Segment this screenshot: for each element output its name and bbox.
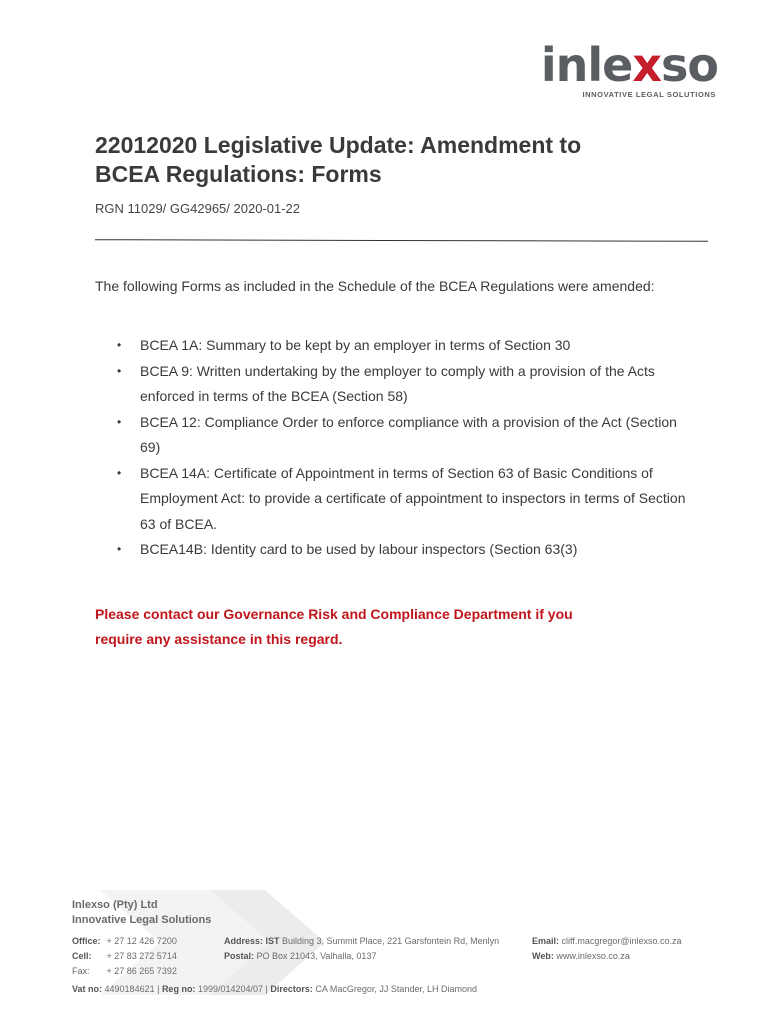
footer-address-column: Address: IST Building 3, Summit Place, 221 Garsfontein Rd, Menlyn Postal: PO Box 21043, Valhalla, 0137 xyxy=(224,936,500,961)
contact-notice: Please contact our Governance Risk and Compliance Department if you require any assistance in this regard. xyxy=(95,606,573,647)
footer-tagline: Innovative Legal Solutions xyxy=(72,914,212,926)
list-item: • BCEA 1A: Summary to be kept by an employer in terms of Section 30 xyxy=(95,333,695,359)
bullet-icon: • xyxy=(117,414,122,429)
bullet-icon: • xyxy=(117,465,122,480)
footer-contact-column: Email: cliff.macgregor@inlexso.co.za Web: www.inlexso.co.za xyxy=(532,936,682,961)
list-item: • BCEA 12: Compliance Order to enforce compliance with a provision of the Act (Section 69) xyxy=(95,410,695,461)
company-logo xyxy=(518,38,718,99)
list-item: • BCEA 14A: Certificate of Appointment in terms of Section 63 of Basic Conditions of Employment Act: to provide a certificate of appointment to inspectors in terms of Section 63 of BCEA. xyxy=(95,461,695,538)
footer-legal-line: Vat no: 4490184621 | Reg no: 1999/014204/07 | Directors: CA MacGregor, JJ Stander, LH Diamond xyxy=(72,984,477,994)
logo-tagline: INNOVATIVE LEGAL SOLUTIONS xyxy=(582,90,716,99)
bullet-icon: • xyxy=(117,542,122,556)
intro-paragraph: The following Forms as included in the Schedule of the BCEA Regulations were amended: xyxy=(95,278,655,294)
bullet-icon: • xyxy=(117,338,122,352)
footer-phone-column: Office: + 27 12 426 7200 Cell: + 27 83 272 5714 Fax: + 27 86 265 7392 xyxy=(72,936,177,976)
bullet-icon: • xyxy=(117,363,122,378)
forms-list xyxy=(95,333,695,563)
divider xyxy=(95,239,708,242)
gazette-reference: RGN 11029/ GG42965/ 2020-01-22 xyxy=(95,201,301,216)
footer-company-name: Inlexso (Pty) Ltd xyxy=(72,899,158,911)
web-link[interactable]: www.inlexso.co.za xyxy=(556,951,630,961)
list-item: • BCEA 9: Written undertaking by the employer to comply with a provision of the Acts enforced in terms of the BCEA (Section 58) xyxy=(95,359,695,410)
list-item: • BCEA14B: Identity card to be used by labour inspectors (Section 63(3) xyxy=(95,537,695,563)
page-footer xyxy=(72,898,732,994)
email-link[interactable]: cliff.macgregor@inlexso.co.za xyxy=(561,936,682,946)
page-title: 22012020 Legislative Update: Amendment to BCEA Regulations: Forms xyxy=(95,132,582,187)
logo-wordmark: inlexso xyxy=(540,38,718,92)
